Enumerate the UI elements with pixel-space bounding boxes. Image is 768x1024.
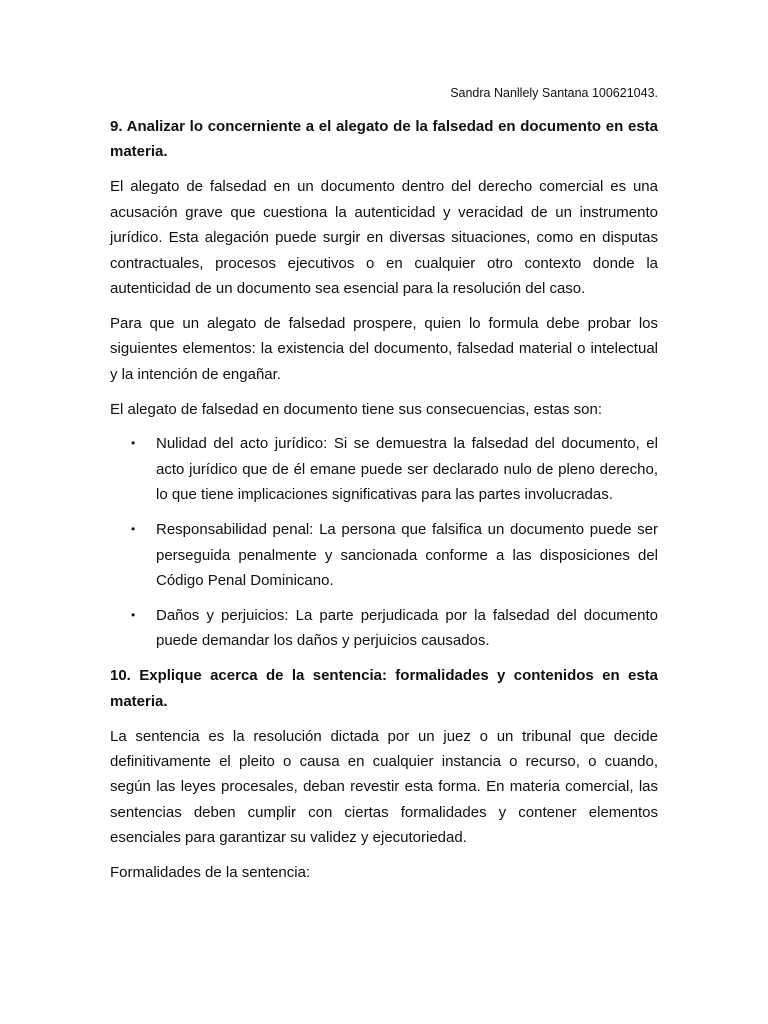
list-item-text: Daños y perjuicios: La parte perjudicada por la falsedad del documento puede demandar los daños y perjuicios causados. [156, 606, 658, 650]
consequences-list [110, 431, 658, 653]
question-9-heading: 9. Analizar lo concerniente a el alegato de la falsedad en documento en esta materia. [110, 118, 658, 161]
paragraph-alegato-definition: El alegato de falsedad en un documento dentro del derecho comercial es una acusación grave que cuestiona la autenticidad y veracidad de un instrumento jurídico. Esta alegación puede surgir en diversas situaciones, como en disputas contractuales, procesos ejecutivos o en cualquier otro contexto donde la autenticidad de un documento sea esencial para la resolución del caso. [110, 178, 658, 297]
document-body [110, 114, 658, 895]
bullet-icon: • [131, 436, 136, 451]
list-item-text: Responsabilidad penal: La persona que falsifica un documento puede ser perseguida penalmente y sancionada conforme a las disposiciones del Código Penal Dominicano. [156, 521, 658, 589]
bullet-icon: • [131, 522, 136, 537]
bullet-icon: • [131, 607, 136, 622]
list-item-text: Nulidad del acto jurídico: Si se demuestra la falsedad del documento, el acto jurídico que de él emane puede ser declarado nulo de pleno derecho, lo que tiene implicaciones significativas para las partes involucradas. [156, 435, 658, 504]
paragraph-alegato-consequences-intro: El alegato de falsedad en documento tiene sus consecuencias, estas son: [110, 400, 602, 418]
question-10-heading: 10. Explique acerca de la sentencia: formalidades y contenidos en esta materia. [110, 667, 658, 710]
list-item [110, 431, 658, 507]
author-header: Sandra Nanllely Santana 100621043. [450, 86, 658, 100]
paragraph-formalidades-heading: Formalidades de la sentencia: [110, 864, 311, 882]
paragraph-alegato-elements: Para que un alegato de falsedad prospere, quien lo formula debe probar los siguientes elementos: la existencia del documento, falsedad material o intelectual y la intención de engañar. [110, 314, 658, 383]
list-item [110, 517, 658, 593]
list-item [110, 603, 658, 654]
paragraph-sentencia-definition: La sentencia es la resolución dictada por un juez o un tribunal que decide definitivamente el pleito o causa en cualquier instancia o recurso, o cuando, según las leyes procesales, deban revestir esta forma. En materia comercial, las sentencias deben cumplir con ciertas formalidades y contener elementos esenciales para garantizar su validez y ejecutoriedad. [110, 727, 658, 847]
